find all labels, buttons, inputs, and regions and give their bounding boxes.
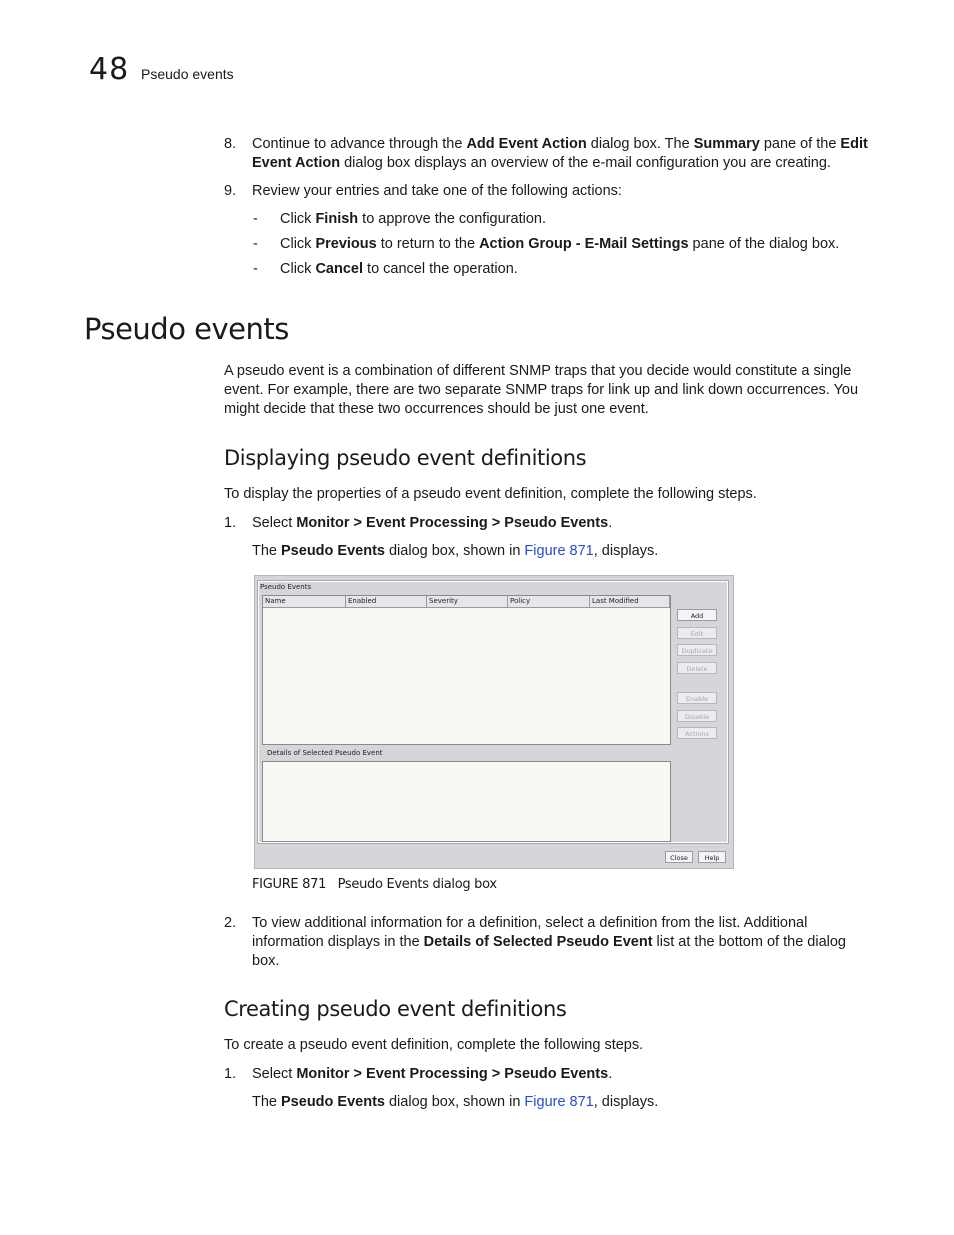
pseudo-events-dialog: [254, 575, 734, 869]
display-intro: To display the properties of a pseudo event definition, complete the following steps.: [224, 486, 757, 502]
bullet-dash: -: [253, 261, 258, 277]
display-heading: Displaying pseudo event definitions: [224, 446, 587, 470]
frame-title: Pseudo Events: [260, 583, 312, 591]
create-intro: To create a pseudo event definition, complete the following steps.: [224, 1037, 644, 1053]
step-9-text: Review your entries and take one of the following actions:: [252, 183, 622, 199]
chapter-title: Pseudo events: [141, 66, 234, 82]
enable-button[interactable]: Enable: [677, 692, 717, 704]
create-step-1: Select Monitor > Event Processing > Pseudo Events.: [252, 1066, 613, 1082]
display-step-2: To view additional information for a definition, select a definition from the list. Additional information displays in the Details of Selected Pseudo Event list at the bottom of the dialog box.: [252, 915, 846, 969]
chapter-number: 48: [89, 52, 130, 87]
actions-button[interactable]: Actions: [677, 727, 717, 739]
figure-caption: FIGURE 871 Pseudo Events dialog box: [252, 877, 497, 892]
create-heading: Creating pseudo event definitions: [224, 997, 567, 1021]
pseudo-events-table[interactable]: [262, 595, 671, 745]
column-header[interactable]: Name: [263, 596, 346, 607]
column-header[interactable]: Last Modified: [590, 596, 670, 607]
step-number: 8.: [224, 136, 237, 152]
add-button[interactable]: Add: [677, 609, 717, 621]
details-label: Details of Selected Pseudo Event: [267, 749, 383, 757]
display-result: The Pseudo Events dialog box, shown in Figure 871, displays.: [252, 543, 659, 559]
duplicate-button[interactable]: Duplicate: [677, 644, 717, 656]
step-number: 1.: [224, 1066, 237, 1082]
bullet-dash: -: [253, 236, 258, 252]
section-title: Pseudo events: [84, 312, 289, 346]
column-header[interactable]: Policy: [508, 596, 590, 607]
help-button[interactable]: Help: [698, 851, 726, 863]
display-step-1: Select Monitor > Event Processing > Pseudo Events.: [252, 515, 613, 531]
figure-link[interactable]: Figure 871: [524, 543, 594, 559]
step-8-text: Continue to advance through the Add Event Action dialog box. The Summary pane of the Edit Event Action dialog box displays an overview of the e-mail configuration you are creating.: [252, 136, 868, 171]
step-number: 2.: [224, 915, 237, 931]
delete-button[interactable]: Delete: [677, 662, 717, 674]
section-intro: A pseudo event is a combination of different SNMP traps that you decide would constitute a single event. For example, there are two separate SNMP traps for link up and link down occurrences. You might decide that these two occurrences should be just one event.: [224, 363, 859, 417]
details-list[interactable]: [262, 761, 671, 842]
bullet-cancel: Click Cancel to cancel the operation.: [280, 261, 518, 277]
bullet-finish: Click Finish to approve the configuration.: [280, 211, 546, 227]
disable-button[interactable]: Disable: [677, 710, 717, 722]
close-button[interactable]: Close: [665, 851, 693, 863]
step-number: 9.: [224, 183, 237, 199]
create-result: The Pseudo Events dialog box, shown in Figure 871, displays.: [252, 1094, 659, 1110]
step-number: 1.: [224, 515, 237, 531]
bullet-previous: Click Previous to return to the Action Group - E-Mail Settings pane of the dialog box.: [280, 236, 840, 252]
table-header: [263, 596, 670, 608]
column-header[interactable]: Enabled: [346, 596, 427, 607]
bullet-dash: -: [253, 211, 258, 227]
column-header[interactable]: Severity: [427, 596, 508, 607]
edit-button[interactable]: Edit: [677, 627, 717, 639]
figure-link[interactable]: Figure 871: [524, 1094, 594, 1110]
